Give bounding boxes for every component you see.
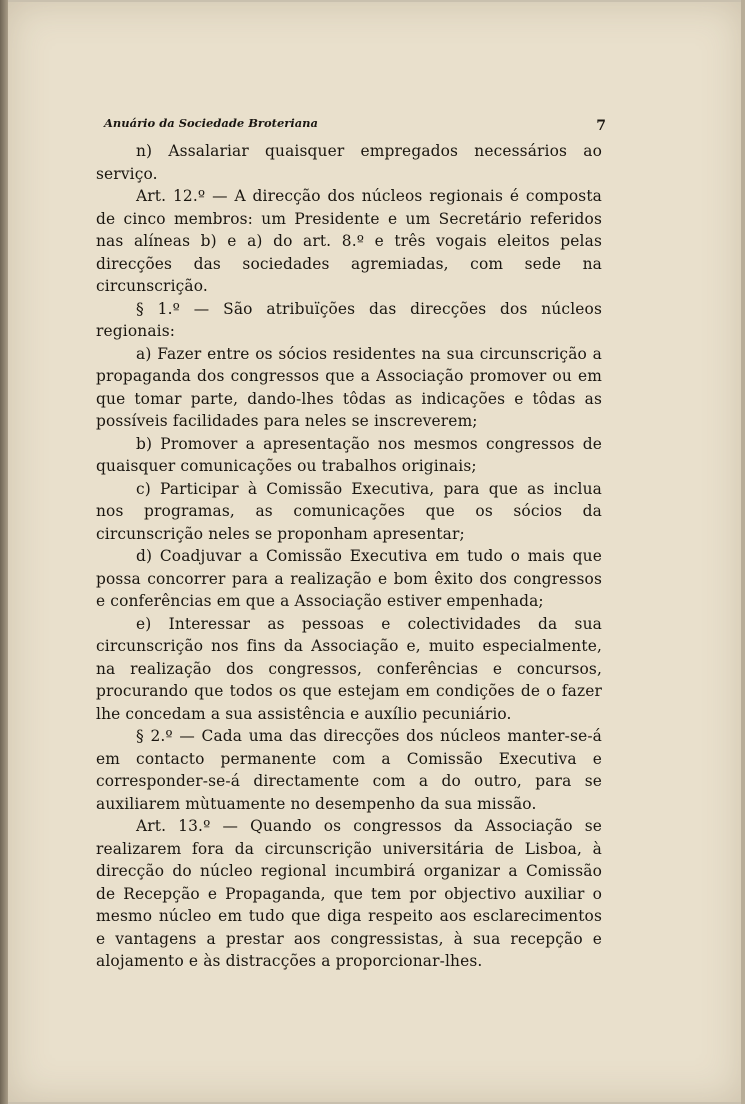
page-body <box>96 140 602 973</box>
paragraph-section-1: § 1.º — São atribuïções das direcções dos núcleos regionais: <box>96 299 602 340</box>
page-right-edge <box>741 0 745 1104</box>
page-header <box>104 116 610 134</box>
paragraph-item-e: e) Interessar as pessoas e colectividades da sua circunscrição nos fins da Associação e, muito especialmente, na realização dos congressos, conferências e concursos, procurando que todos os que estejam em condições de o fazer lhe concedam a sua assistência e auxílio pecuniário. <box>96 614 602 723</box>
book-spine-edge <box>0 0 8 1104</box>
paragraph-art-13: Art. 13.º — Quando os congressos da Associação se realizarem fora da circunscrição universitária de Lisboa, à direcção do núcleo regional incumbirá organizar a Comissão de Recepção e Propaganda, que tem por objectivo auxiliar o mesmo núcleo em tudo que diga respeito aos esclarecimentos e vantagens a prestar aos congressistas, à sua recepção e alojamento e às distracções a proporcionar-lhes. <box>96 817 602 970</box>
paragraph-item-d: d) Coadjuvar a Comissão Executiva em tudo o mais que possa concorrer para a realização e bom êxito dos congressos e conferências em que a Associação estiver empenhada; <box>96 547 602 610</box>
page-number: 7 <box>596 118 606 134</box>
paragraph-item-c: c) Participar à Comissão Executiva, para que as inclua nos programas, as comunicações que os sócios da circunscrição neles se proponham apresentar; <box>96 479 602 543</box>
running-title: Anuário da Sociedade Broteriana <box>104 116 318 130</box>
paragraph-item-n: n) Assalariar quaisquer empregados necessários ao serviço. <box>96 142 602 183</box>
paragraph-item-b: b) Promover a apresentação nos mesmos congressos de quaisquer comunicações ou trabalhos originais; <box>96 434 602 475</box>
paragraph-art-12: Art. 12.º — A direcção dos núcleos regionais é composta de cinco membros: um Presidente e um Secretário referidos nas alíneas b) e a) do art. 8.º e três vogais eleitos pelas direcções das sociedades agremiadas, com sede na circunscrição. <box>96 187 602 295</box>
paragraph-section-2: § 2.º — Cada uma das direcções dos núcleos manter-se-á em contacto permanente com a Comissão Executiva e corresponder-se-á directamente com a do outro, para se auxiliarem mùtuamente no desempenho da sua missão. <box>96 727 602 813</box>
paragraph-item-a: a) Fazer entre os sócios residentes na sua circunscrição a propaganda dos congressos que a Associação promover ou em que tomar parte, dando-lhes tôdas as indicações e tôdas as possíveis facilidades para neles se inscreverem; <box>96 344 602 430</box>
